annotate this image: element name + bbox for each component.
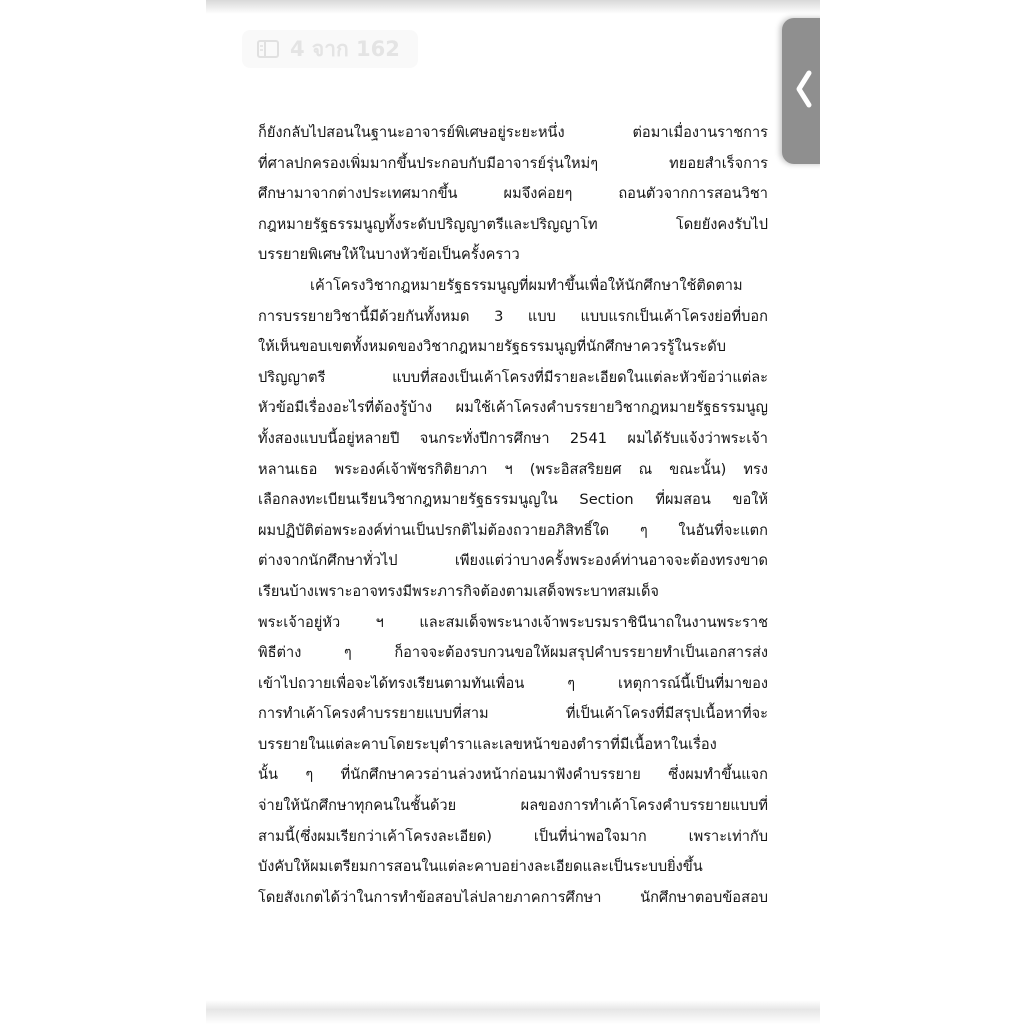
text-line: การบรรยายวิชานี้มีด้วยกันทั้งหมด 3 แบบ แบบแรกเป็นเค้าโครงย่อที่บอก xyxy=(258,307,768,325)
text-line: ก็ยังกลับไปสอนในฐานะอาจารย์พิเศษอยู่ระยะหนึ่ง ต่อมาเมื่องานราชการ xyxy=(258,124,768,141)
text-line: หัวข้อมีเรื่องอะไรที่ต้องรู้บ้าง ผมใช้เค้าโครงคำบรรยายวิชากฎหมายรัฐธรรมนูญ xyxy=(258,399,768,417)
text-line: เรียนบ้างเพราะอาจทรงมีพระภารกิจต้องตามเสด็จพระบาทสมเด็จ xyxy=(258,582,659,600)
text-line: นั้น ๆ ที่นักศึกษาควรอ่านล่วงหน้าก่อนมาฟังคำบรรยาย ซึ่งผมทำขึ้นแจก xyxy=(258,766,768,784)
text-line: เลือกลงทะเบียนเรียนวิชากฎหมายรัฐธรรมนูญใน Section ที่ผมสอน ขอให้ xyxy=(258,491,768,509)
text-line: กฎหมายรัฐธรรมนูญทั้งระดับปริญญาตรีและปริญญาโท โดยยังคงรับไป xyxy=(258,215,768,233)
text-line: จ่ายให้นักศึกษาทุกคนในชั้นด้วย ผลของการทำเค้าโครงคำบรรยายแบบที่ xyxy=(258,797,768,815)
text-line: เค้าโครงวิชากฎหมายรัฐธรรมนูญที่ผมทำขึ้นเพื่อให้นักศึกษาใช้ติดตาม xyxy=(310,276,743,294)
text-line: ต่างจากนักศึกษาทั่วไป เพียงแต่ว่าบางครั้งพระองค์ท่านอาจจะต้องทรงขาด xyxy=(258,552,768,570)
text-line: บังคับให้ผมเตรียมการสอนในแต่ละคาบอย่างละเอียดและเป็นระบบยิ่งขึ้น xyxy=(258,858,703,876)
book-icon xyxy=(256,37,280,61)
bottom-page-edge xyxy=(206,1000,820,1024)
text-line: การทำเค้าโครงคำบรรยายแบบที่สาม ที่เป็นเค้าโครงที่มีสรุปเนื้อหาที่จะ xyxy=(258,705,768,723)
text-line: พระเจ้าอยู่หัว ฯ และสมเด็จพระนางเจ้าพระบรมราชินีนาถในงานพระราช xyxy=(258,613,768,631)
page-indicator-label: 4 จาก 162 xyxy=(290,36,400,61)
text-line: ให้เห็นขอบเขตทั้งหมดของวิชากฎหมายรัฐธรรมนูญที่นักศึกษาควรรู้ในระดับ xyxy=(258,338,727,356)
text-line: เข้าไปถวายเพื่อจะได้ทรงเรียนตามทันเพื่อน ๆ เหตุการณ์นี้เป็นที่มาของ xyxy=(258,674,768,692)
page-indicator[interactable] xyxy=(242,30,418,68)
text-line: ปริญญาตรี แบบที่สองเป็นเค้าโครงที่มีรายละเอียดในแต่ละหัวข้อว่าแต่ละ xyxy=(258,368,768,386)
document-viewer xyxy=(206,0,820,1024)
text-line: พิธีต่าง ๆ ก็อาจจะต้องรบกวนขอให้ผมสรุปคำบรรยายทำเป็นเอกสารส่ง xyxy=(258,644,768,662)
side-panel-toggle[interactable] xyxy=(782,18,820,164)
text-line: บรรยายในแต่ละคาบโดยระบุตำราและเลขหน้าของตำราที่มีเนื้อหาในเรื่อง xyxy=(258,735,717,753)
text-line: ทั้งสองแบบนี้อยู่หลายปี จนกระทั่งปีการศึกษา 2541 ผมได้รับแจ้งว่าพระเจ้า xyxy=(258,429,768,447)
text-line: โดยสังเกตได้ว่าในการทำข้อสอบไล่ปลายภาคการศึกษา นักศึกษาตอบข้อสอบ xyxy=(258,888,768,906)
chevron-left-icon xyxy=(793,67,815,115)
text-line: สามนี้(ซึ่งผมเรียกว่าเค้าโครงละเอียด) เป็นที่น่าพอใจมาก เพราะเท่ากับ xyxy=(258,827,768,845)
text-line: ศึกษามาจากต่างประเทศมากขึ้น ผมจึงค่อยๆ ถอนตัวจากการสอนวิชา xyxy=(258,185,768,203)
text-line: ที่ศาลปกครองเพิ่มมากขึ้นประกอบกับมีอาจารย์รุ่นใหม่ๆ ทยอยสำเร็จการ xyxy=(258,154,768,172)
top-page-edge xyxy=(206,0,820,14)
text-line: หลานเธอ พระองค์เจ้าพัชรกิติยาภา ฯ (พระอิสสริยยศ ณ ขณะนั้น) ทรง xyxy=(258,460,768,478)
text-line: บรรยายพิเศษให้ในบางหัวข้อเป็นครั้งคราว xyxy=(258,246,520,264)
text-line: ผมปฏิบัติต่อพระองค์ท่านเป็นปรกติไม่ต้องถวายอภิสิทธิ์ใด ๆ ในอันที่จะแตก xyxy=(258,521,768,539)
document-body xyxy=(258,118,768,913)
